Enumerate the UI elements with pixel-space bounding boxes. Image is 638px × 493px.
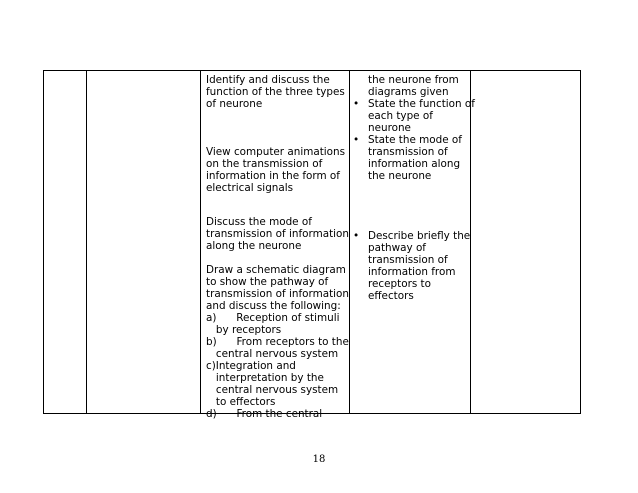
activity-identify-text: Identify and discuss the function of the three types of neurone [206,74,345,110]
bullet-icon: • [353,98,360,110]
objective-continued-text: the neurone from diagrams given [368,74,459,98]
scheme-of-work-table [43,70,581,420]
page-number: 18 [312,454,326,465]
activity-draw-diagram-text: Draw a schematic diagram to show the pathway of transmission of information and discuss the following: a) Reception of stimuli by receptors b) From receptors to the central nervous system c)Integration and interpretation by the central nervous system to effectors d) From the central [206,264,349,420]
objective-text: State the mode of transmission of information along the neurone [368,134,462,182]
column-divider [200,71,201,413]
bullet-icon: • [353,134,360,146]
objective-text: Describe briefly the pathway of transmission of information from receptors to effectors [368,230,471,302]
bullet-icon: • [353,230,360,242]
activity-view-animations-text: View computer animations on the transmission of information in the form of electrical signals [206,146,346,194]
column-divider [349,71,350,413]
column-divider [86,71,87,413]
objective-text: State the function of each type of neurone [368,98,475,134]
activity-discuss-mode-text: Discuss the mode of transmission of information along the neurone [206,216,349,252]
